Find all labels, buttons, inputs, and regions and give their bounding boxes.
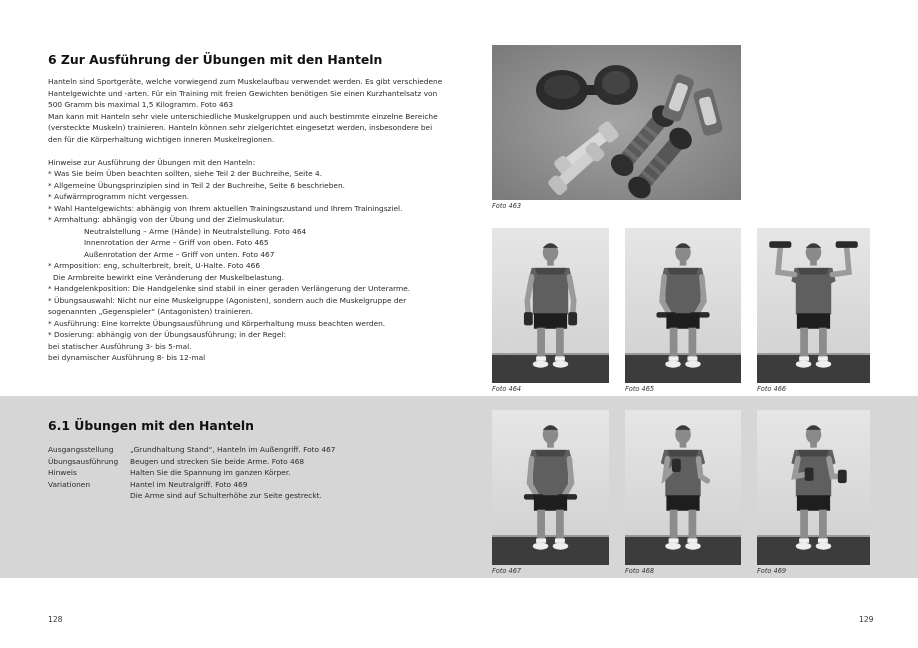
- spec-value: Hantel im Neutralgriff. Foto 469: [130, 479, 248, 489]
- text-line: * Dosierung: abhängig von der Übungsausführung; in der Regel:: [48, 330, 286, 339]
- photo-caption: Foto 463: [492, 202, 522, 210]
- dumbbells-illustration: [492, 45, 741, 200]
- spec-row: [48, 444, 335, 456]
- text-line: bei dynamischer Ausführung 8- bis 12-mal: [48, 353, 206, 362]
- spec-label: Hinweis: [48, 468, 77, 477]
- photo-neutral-curl: [757, 410, 870, 565]
- text-line: Hantelgewichte und -arten. Für ein Training mit freien Gewichten benötigen Sie einen Kurzhantelsatz von: [48, 88, 438, 98]
- chapter-heading: 6 Zur Ausführung der Übungen mit den Hanteln: [48, 52, 383, 67]
- text-line: * Wahl Hantelgewichts: abhängig von Ihrem aktuellen Trainingszustand und Ihrem Trainingsziel.: [48, 203, 403, 213]
- exercise-spec-table: [48, 444, 335, 502]
- spec-value: Beugen und strecken Sie beide Arme. Foto 468: [130, 456, 305, 466]
- photo-caption: Foto 469: [757, 567, 787, 575]
- text-line: bei statischer Ausführung 3- bis 5-mal.: [48, 341, 192, 351]
- text-line: den für die Körperhaltung wichtigen inneren Muskelregionen.: [48, 134, 275, 144]
- text-line: * Ausführung: Eine korrekte Übungsausführung und Körperhaltung muss beachten werden.: [48, 318, 386, 328]
- person-figure: [757, 228, 870, 383]
- text-line: * Allgemeine Übungsprinzipien sind in Teil 2 der Buchreihe, Seite 6 beschrieben.: [48, 180, 346, 190]
- person-figure: [625, 228, 741, 383]
- spec-value: „Grundhaltung Stand“, Hanteln im Außengriff. Foto 467: [130, 445, 336, 454]
- blank-line: [48, 145, 440, 157]
- photo-dumbbells: [492, 45, 741, 200]
- page-number-left: 128: [48, 615, 63, 624]
- spec-value: Halten Sie die Spannung im ganzen Körper.: [130, 468, 291, 477]
- person-figure: [757, 410, 870, 565]
- photo-caption: Foto 468: [625, 567, 655, 575]
- text-line: Neutralstellung – Arme (Hände) in Neutralstellung. Foto 464: [84, 226, 307, 236]
- person-figure: [492, 410, 609, 565]
- spec-label: Variationen: [48, 479, 91, 489]
- text-line: 500 Gramm bis maximal 1,5 Kilogramm. Foto 463: [48, 100, 234, 109]
- text-line: Hinweise zur Ausführung der Übungen mit den Hanteln:: [48, 157, 256, 167]
- text-line: Innenrotation der Arme – Griff von oben. Foto 465: [84, 238, 269, 247]
- text-line: * Handgelenkposition: Die Handgelenke sind stabil in einer geraden Verlängerung der Unterarme.: [48, 284, 411, 293]
- text-line: sogenannten „Gegenspieler“ (Antagonisten) trainieren.: [48, 307, 253, 316]
- spec-row: [48, 456, 335, 468]
- text-line: * Armposition: eng, schulterbreit, breit, U-Halte. Foto 466: [48, 261, 261, 270]
- photo-arm-curl: [625, 410, 741, 565]
- spec-row: [48, 467, 335, 479]
- text-line: Die Armbreite bewirkt eine Veränderung der Muskelbelastung.: [53, 272, 284, 282]
- spec-label: [48, 490, 130, 502]
- spec-label: Übungsausführung: [48, 456, 119, 466]
- spec-row: [48, 479, 335, 491]
- text-line: Hanteln sind Sportgeräte, welche vorwiegend zum Muskelaufbau verwendet werden. Es gibt verschiedene: [48, 77, 443, 86]
- text-line: (versteckte Muskeln) trainieren. Hanteln können sehr zielgerichtet eingesetzt werden, insbesondere bei: [48, 123, 433, 132]
- intro-text: [48, 76, 443, 364]
- text-line: * Übungsauswahl: Nicht nur eine Muskelgruppe (Agonisten), sondern auch die Muskelgruppe der: [48, 295, 407, 305]
- photo-caption: Foto 466: [757, 385, 787, 393]
- text-line: Außenrotation der Arme – Griff von unten. Foto 467: [84, 249, 275, 259]
- photo-caption: Foto 465: [625, 385, 655, 393]
- spec-row: [48, 490, 335, 502]
- photo-neutral-grip: [492, 228, 609, 383]
- person-figure: [625, 410, 741, 565]
- photo-caption: Foto 467: [492, 567, 522, 575]
- text-line: * Aufwärmprogramm nicht vergessen.: [48, 192, 190, 201]
- photo-overhand-grip: [625, 228, 741, 383]
- photo-start-position: [492, 410, 609, 565]
- page-number-right: 129: [859, 615, 874, 624]
- text-line: Man kann mit Hanteln sehr viele unterschiedliche Muskelgruppen und auch bestimmte einzelne Bereiche: [48, 111, 438, 121]
- section-heading: 6.1 Übungen mit den Hanteln: [48, 418, 254, 433]
- person-figure: [492, 228, 609, 383]
- text-line: * Armhaltung: abhängig von der Übung und der Zielmuskulatur.: [48, 215, 285, 224]
- photo-u-hold: [757, 228, 870, 383]
- photo-caption: Foto 464: [492, 385, 522, 393]
- spec-label: Ausgangsstellung: [48, 445, 114, 454]
- text-line: * Was Sie beim Üben beachten sollten, siehe Teil 2 der Buchreihe, Seite 4.: [48, 169, 323, 178]
- spec-value: Die Arme sind auf Schulterhöhe zur Seite gestreckt.: [130, 491, 322, 500]
